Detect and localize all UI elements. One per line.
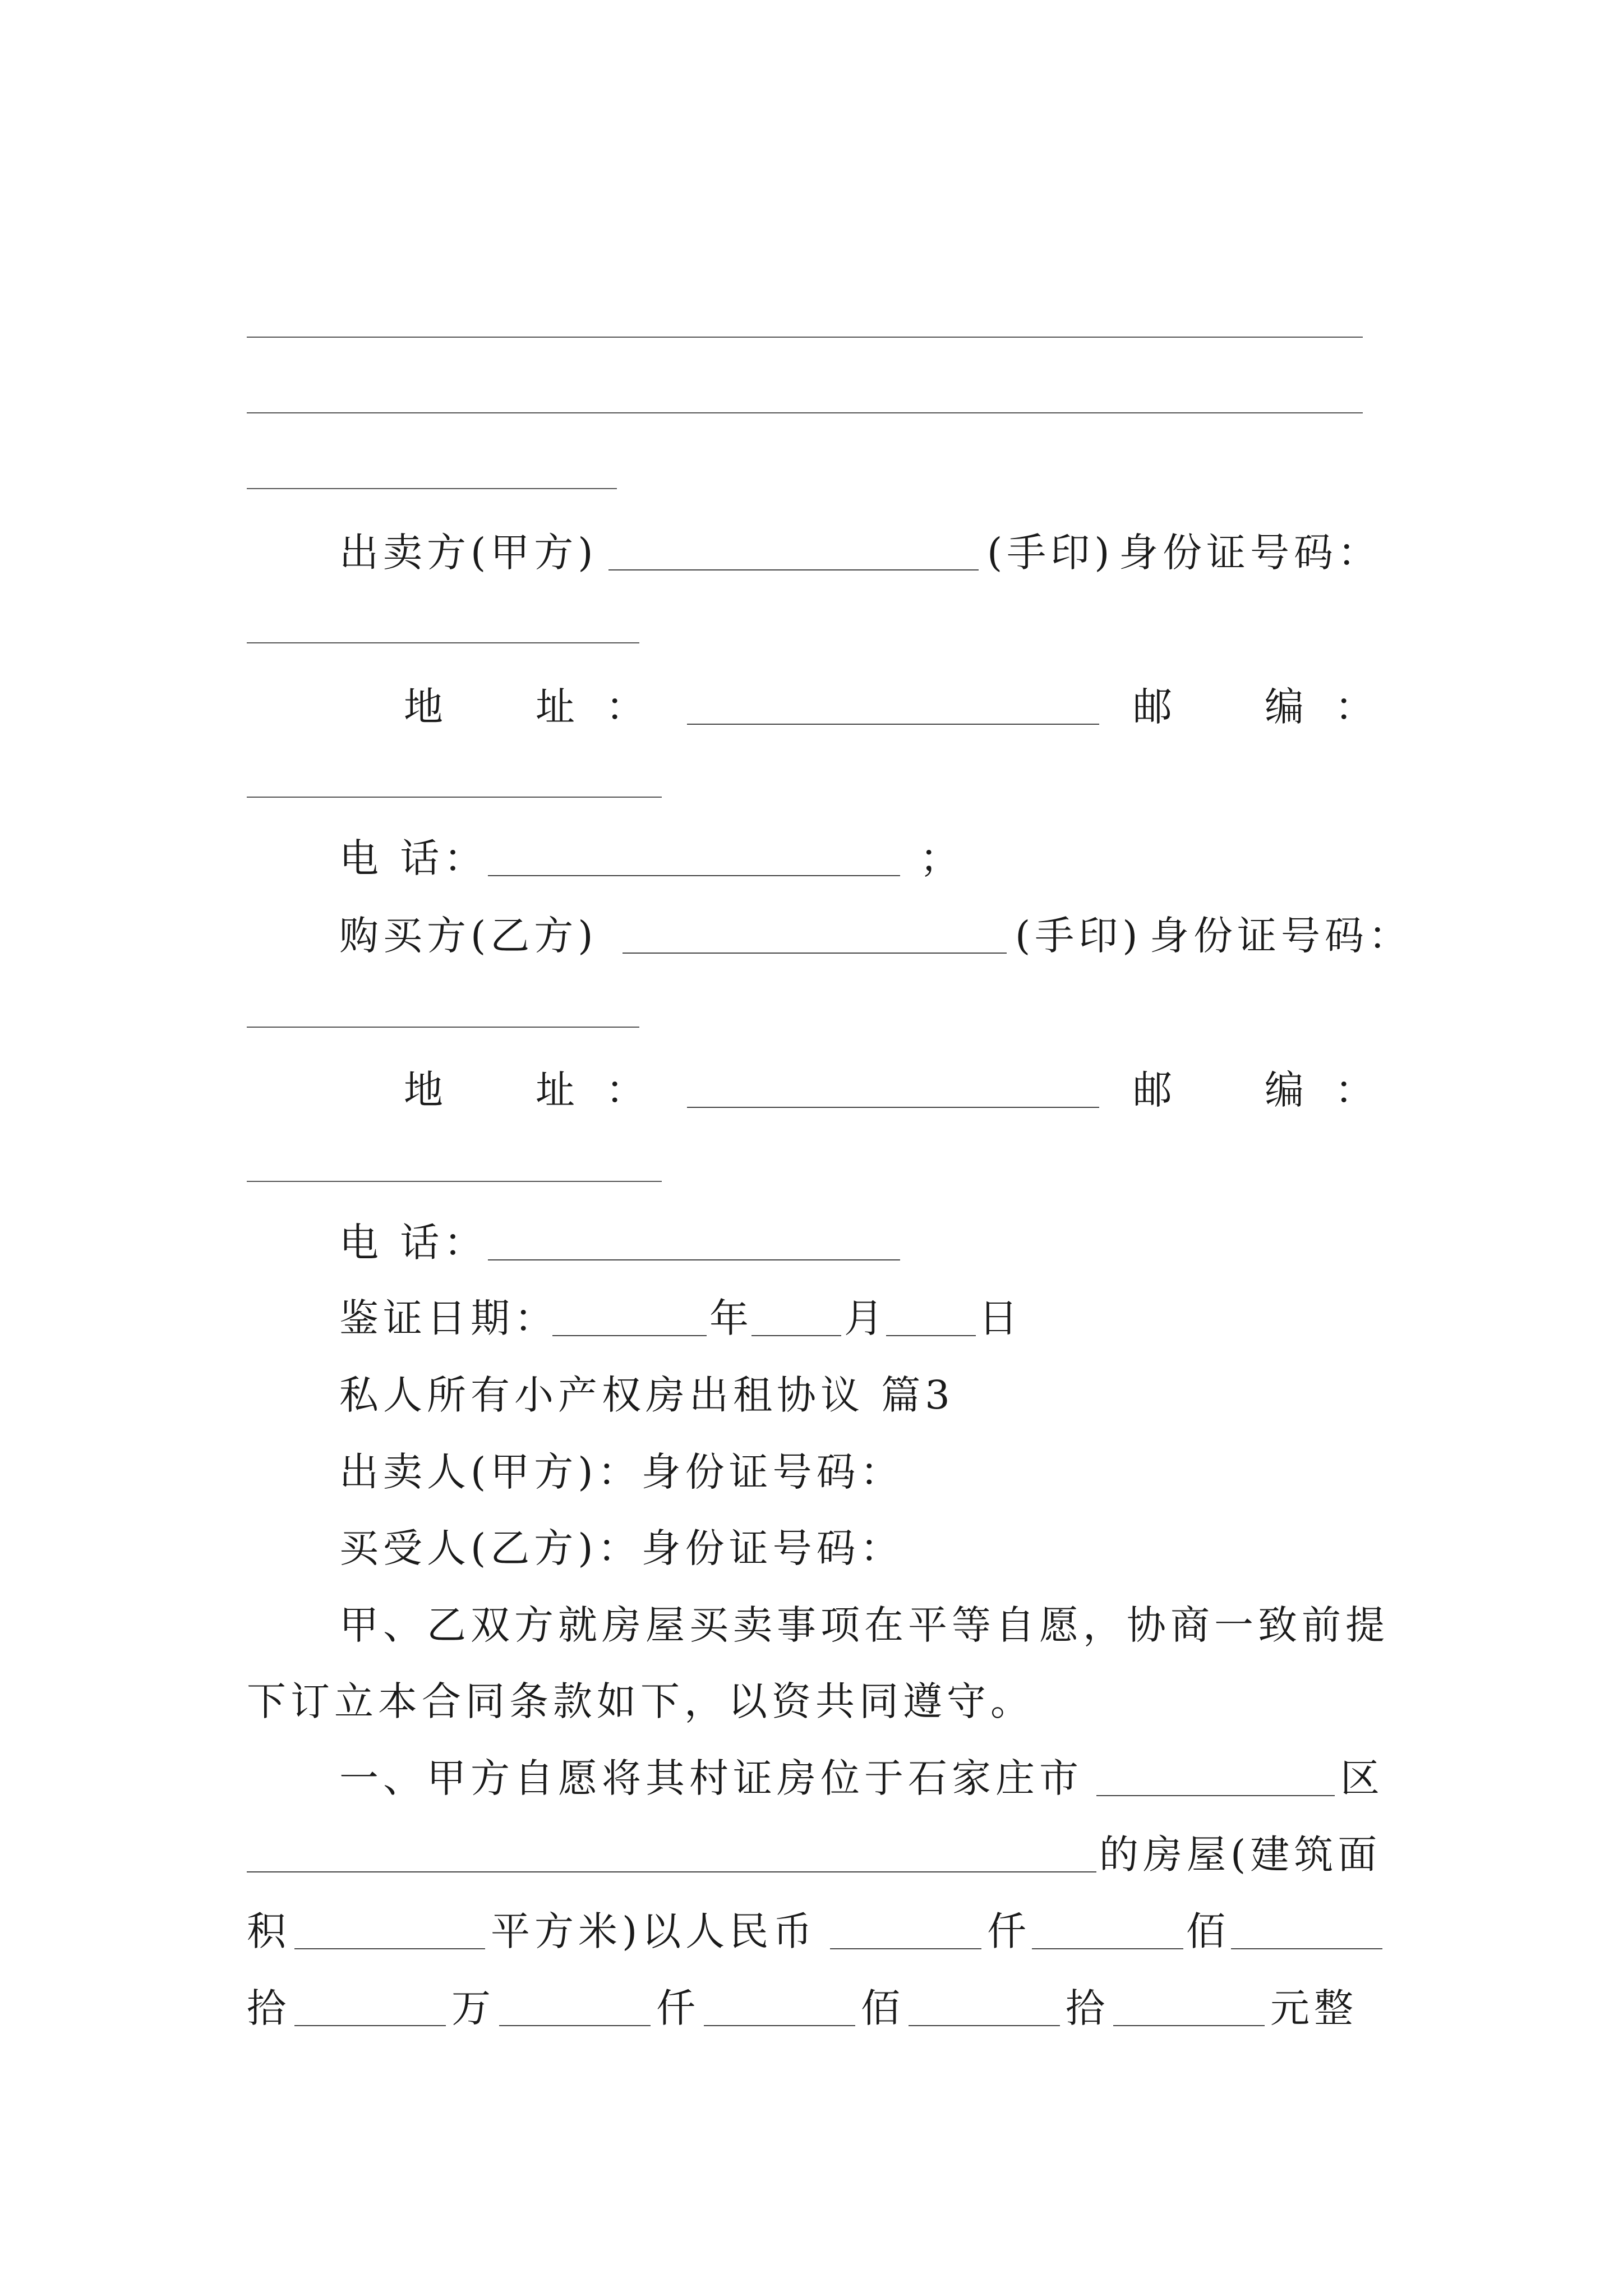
buyer-party-label: 购买方(乙方) xyxy=(339,913,598,959)
seller-address-line xyxy=(0,679,1623,735)
buyer-phone-label: 电 话： xyxy=(339,1220,488,1266)
seller-address-label-2: 址 xyxy=(536,684,575,730)
seller-party-line xyxy=(0,524,1623,581)
buyer-id-line xyxy=(0,1520,1623,1576)
buyer-name-blank xyxy=(623,953,1007,954)
qian-blank xyxy=(830,1948,981,1949)
seller-phone-blank xyxy=(488,875,900,876)
month-blank xyxy=(751,1335,841,1336)
buyer-address-line xyxy=(0,1062,1623,1118)
buyer-line-text: 买受人(乙方)：身份证号码： xyxy=(339,1525,904,1571)
seller-address-colon: ： xyxy=(606,684,645,730)
yuan-blank xyxy=(1113,2025,1265,2026)
buyer-address-label-2: 址 xyxy=(536,1067,575,1113)
bai2-blank xyxy=(704,2025,855,2026)
clause1-line3 xyxy=(0,1903,1623,1959)
bai-blank xyxy=(1032,1948,1183,1949)
seller-id-label: 身份证号码： xyxy=(1119,530,1381,576)
seller-phone-label: 电 话： xyxy=(339,835,488,881)
seller-party-label: 出卖方(甲方) xyxy=(339,530,598,576)
clause1-line4 xyxy=(0,1980,1623,2036)
clause1-line2 xyxy=(0,1826,1623,1883)
seller-id-blank xyxy=(247,642,639,643)
para1-line1: 甲、乙双方就房屋买卖事项在平等自愿，协商一致前提 xyxy=(339,1602,1389,1648)
seller-address-label-1: 地 xyxy=(404,684,443,730)
date-label: 鉴证日期： xyxy=(339,1295,558,1341)
house-location-blank xyxy=(247,1871,1096,1872)
seller-id-line xyxy=(0,1444,1623,1500)
clause1-bai: 佰 xyxy=(1186,1908,1230,1954)
buyer-address-label-1: 地 xyxy=(404,1067,443,1113)
seller-phone-end: ； xyxy=(920,835,963,881)
clause1-area-prefix: 积 xyxy=(247,1908,291,1954)
shi2-blank xyxy=(909,2025,1060,2026)
seller-postcode-label-1: 邮 xyxy=(1133,684,1172,730)
buyer-postcode-label-1: 邮 xyxy=(1133,1067,1172,1113)
day-blank xyxy=(886,1335,976,1336)
clause1-shi2: 拾 xyxy=(1066,1985,1109,2031)
clause1-yuan: 元整 xyxy=(1270,1985,1358,2031)
year-label: 年 xyxy=(709,1295,753,1341)
buyer-phone-line xyxy=(0,1214,1623,1271)
area-blank xyxy=(294,1948,485,1949)
date-line xyxy=(0,1290,1623,1346)
buyer-id-label: 身份证号码： xyxy=(1150,913,1412,959)
fill-line xyxy=(247,488,617,489)
seller-line-text: 出卖人(甲方)：身份证号码： xyxy=(339,1449,904,1495)
wan-blank xyxy=(294,2025,446,2026)
clause1-qian2: 仟 xyxy=(656,1985,700,2031)
fill-line xyxy=(247,337,1363,338)
seller-name-blank xyxy=(608,569,979,570)
buyer-postcode-blank xyxy=(247,1181,662,1182)
clause1-line1 xyxy=(0,1750,1623,1806)
clause1-qian: 仟 xyxy=(987,1908,1031,1954)
clause1-district: 区 xyxy=(1340,1755,1384,1801)
section-title: 私人所有小产权房出租协议 篇3 xyxy=(339,1372,955,1418)
clause1-start: 一、甲方自愿将其村证房位于石家庄市 xyxy=(339,1755,1083,1801)
seller-handprint: (手印) xyxy=(987,530,1114,576)
buyer-id-blank xyxy=(247,1027,639,1028)
clause1-wan: 万 xyxy=(451,1985,495,2031)
buyer-address-colon: ： xyxy=(606,1067,645,1113)
buyer-postcode-colon: ： xyxy=(1335,1067,1374,1113)
seller-postcode-blank xyxy=(247,797,662,798)
buyer-phone-blank xyxy=(488,1259,900,1260)
month-label: 月 xyxy=(844,1295,888,1341)
qian2-blank xyxy=(499,2025,651,2026)
clause1-shi: 拾 xyxy=(247,1985,291,2031)
buyer-handprint: (手印) xyxy=(1015,913,1142,959)
buyer-address-blank xyxy=(687,1107,1099,1108)
section-title-line xyxy=(0,1367,1623,1423)
seller-postcode-label-2: 编 xyxy=(1265,684,1304,730)
seller-address-blank xyxy=(687,724,1099,725)
paragraph-line xyxy=(0,1597,1623,1653)
year-blank xyxy=(552,1335,707,1336)
paragraph-line xyxy=(0,1673,1623,1729)
shi-blank xyxy=(1231,1948,1382,1949)
clause1-bai2: 佰 xyxy=(861,1985,905,2031)
buyer-party-line xyxy=(0,908,1623,964)
para1-line2: 下订立本合同条款如下，以资共同遵守。 xyxy=(247,1678,1034,1724)
seller-postcode-colon: ： xyxy=(1335,684,1374,730)
clause1-house: 的房屋(建筑面 xyxy=(1099,1832,1382,1878)
seller-phone-line xyxy=(0,830,1623,886)
buyer-postcode-label-2: 编 xyxy=(1265,1067,1304,1113)
clause1-area-suffix: 平方米)以人民币 xyxy=(491,1908,817,1954)
district-blank xyxy=(1096,1795,1335,1796)
fill-line xyxy=(247,412,1363,413)
day-label: 日 xyxy=(979,1295,1022,1341)
